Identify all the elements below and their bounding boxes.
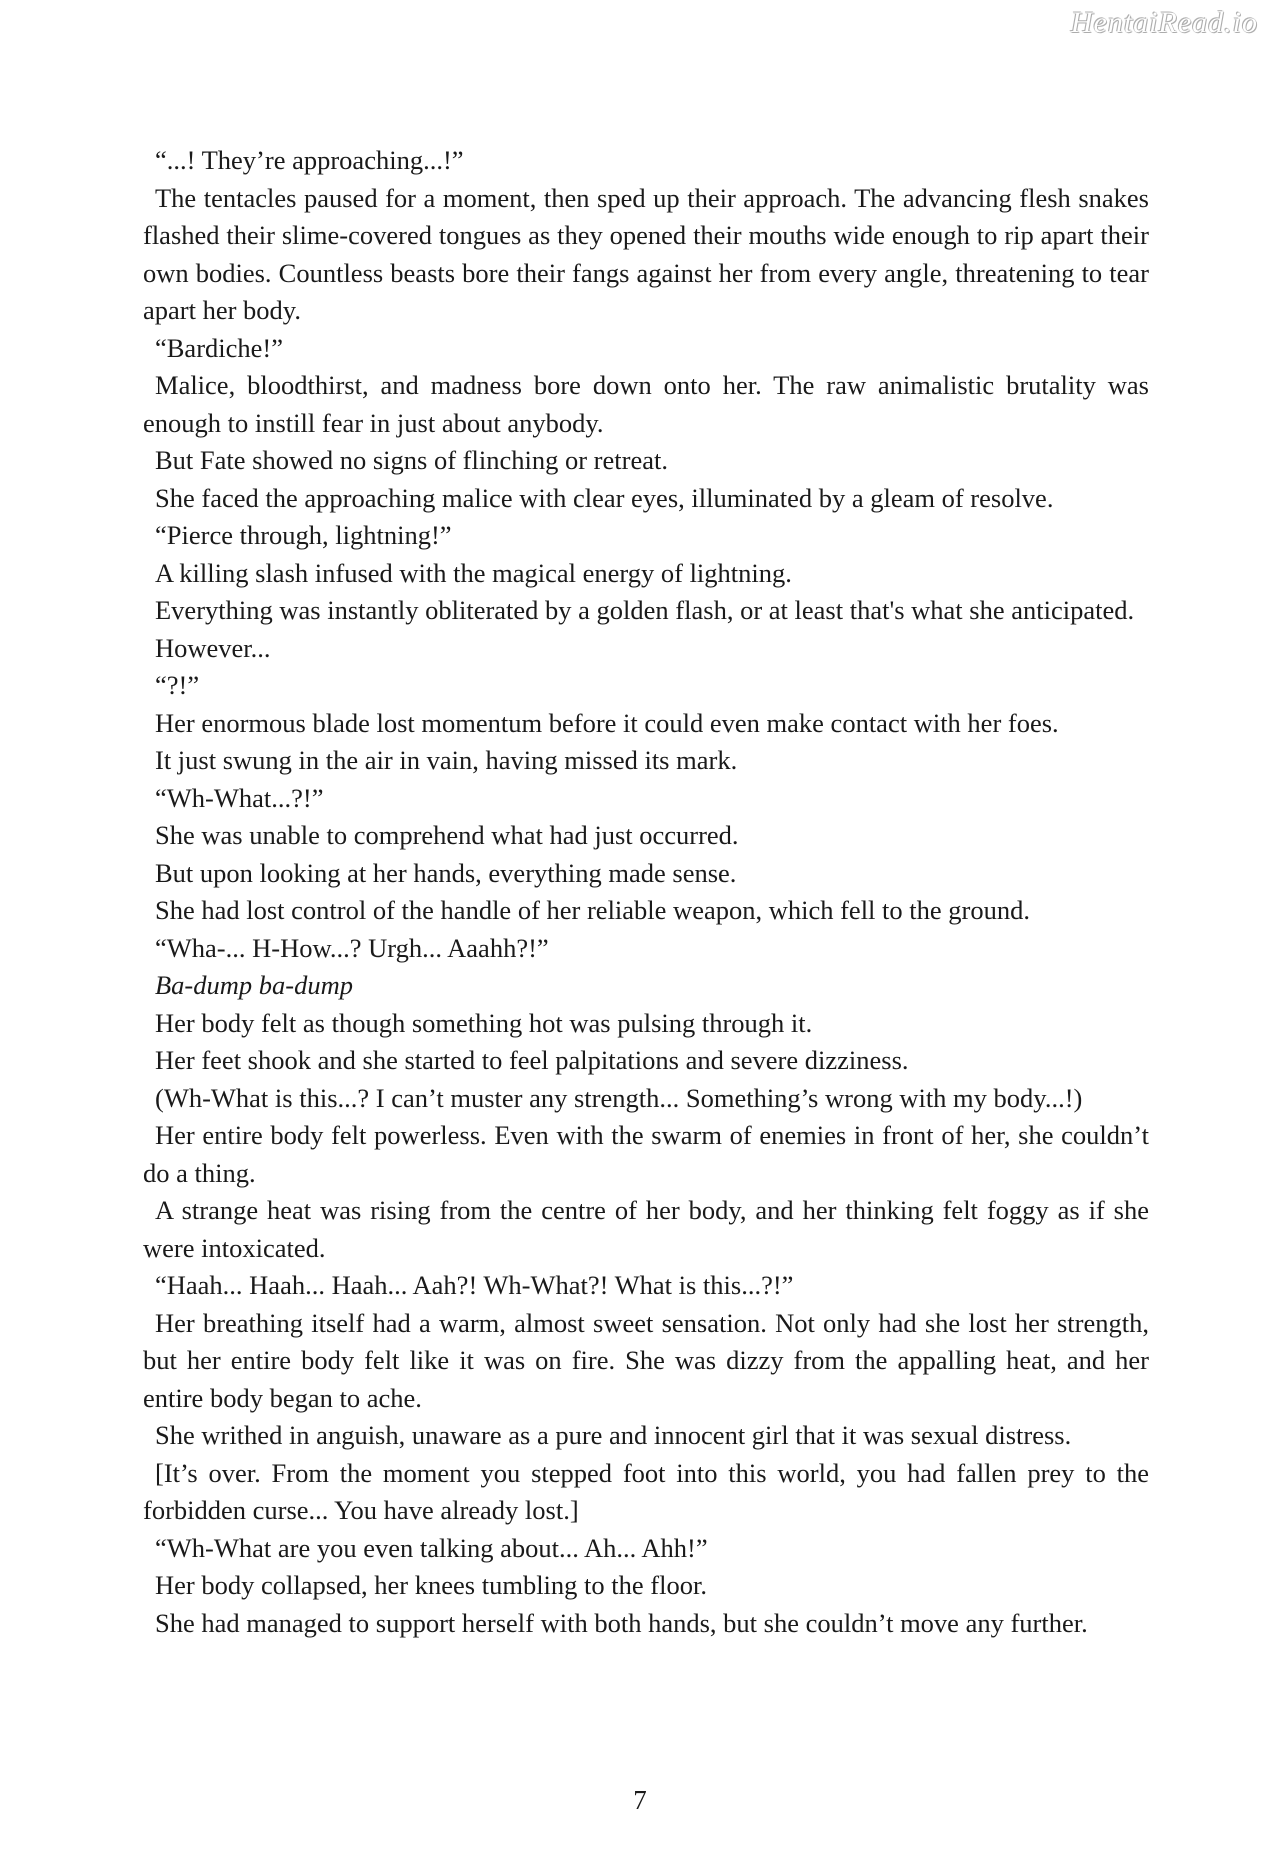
- paragraph: Her body felt as though something hot was pulsing through it.: [155, 1007, 813, 1038]
- paragraph: She was unable to comprehend what had just occurred.: [155, 820, 739, 850]
- paragraph: “Bardiche!”: [155, 332, 283, 363]
- paragraph: Malice, bloodthirst, and madness bore down onto her. The raw animalistic brutality was enough to instill fear in just about anybody.: [143, 370, 1149, 438]
- paragraph: “Wh-What...?!”: [155, 782, 324, 813]
- paragraph: Her enormous blade lost momentum before it could even make contact with her foes.: [155, 707, 1059, 738]
- paragraph: “Wha-... H-How...? Urgh... Aaahh?!”: [155, 932, 549, 963]
- paragraph: Her breathing itself had a warm, almost sweet sensation. Not only had she lost her strength, but her entire body felt like it was on fire. She was dizzy from the appalling heat, and her entire body began to ache.: [143, 1307, 1149, 1413]
- site-watermark: HentaiRead.io: [1070, 6, 1258, 39]
- paragraph: Her feet shook and she started to feel palpitations and severe dizziness.: [155, 1045, 909, 1075]
- paragraph: But Fate showed no signs of flinching or retreat.: [155, 445, 668, 475]
- paragraph: “Haah... Haah... Haah... Aah?! Wh-What?! What is this...?!”: [155, 1270, 794, 1300]
- paragraph: She faced the approaching malice with clear eyes, illuminated by a gleam of resolve.: [155, 482, 1054, 513]
- paragraph: [It’s over. From the moment you stepped foot into this world, you had fallen prey to the forbidden curse... You have already lost.]: [143, 1457, 1149, 1525]
- paragraph: However...: [155, 632, 271, 663]
- paragraph: She had managed to support herself with both hands, but she couldn’t move any further.: [155, 1607, 1088, 1638]
- paragraph: Ba-dump ba-dump: [155, 970, 353, 1000]
- paragraph: She had lost control of the handle of her reliable weapon, which fell to the ground.: [155, 895, 1030, 925]
- paragraph: A strange heat was rising from the centre of her body, and her thinking felt foggy as if she were intoxicated.: [143, 1195, 1149, 1263]
- page-number: 7: [633, 1785, 647, 1815]
- paragraph: A killing slash infused with the magical energy of lightning.: [155, 557, 792, 588]
- paragraph: She writhed in anguish, unaware as a pure and innocent girl that it was sexual distress.: [155, 1420, 1072, 1450]
- paragraph: (Wh-What is this...? I can’t muster any strength... Something’s wrong with my body...!): [155, 1082, 1083, 1113]
- paragraph: Her entire body felt powerless. Even with the swarm of enemies in front of her, she couldn’t do a thing.: [143, 1120, 1149, 1188]
- paragraph: “Pierce through, lightning!”: [155, 520, 452, 550]
- paragraph: It just swung in the air in vain, having missed its mark.: [155, 745, 738, 775]
- paragraph: “...! They’re approaching...!”: [155, 145, 464, 175]
- paragraph: “?!”: [155, 670, 200, 700]
- paragraph: Everything was instantly obliterated by a golden flash, or at least that's what she anticipated.: [155, 595, 1135, 625]
- paragraph: “Wh-What are you even talking about... Ah... Ahh!”: [155, 1532, 708, 1563]
- paragraph: The tentacles paused for a moment, then sped up their approach. The advancing flesh snakes flashed their slime-covered tongues as they opened their mouths wide enough to rip apart their own bodies. Countless beasts bore their fangs against her from every angle, threatening to tear apart her body.: [143, 182, 1149, 325]
- paragraph: But upon looking at her hands, everything made sense.: [155, 857, 737, 888]
- paragraph: Her body collapsed, her knees tumbling to the floor.: [155, 1570, 707, 1600]
- page-body-text: [143, 142, 1149, 1642]
